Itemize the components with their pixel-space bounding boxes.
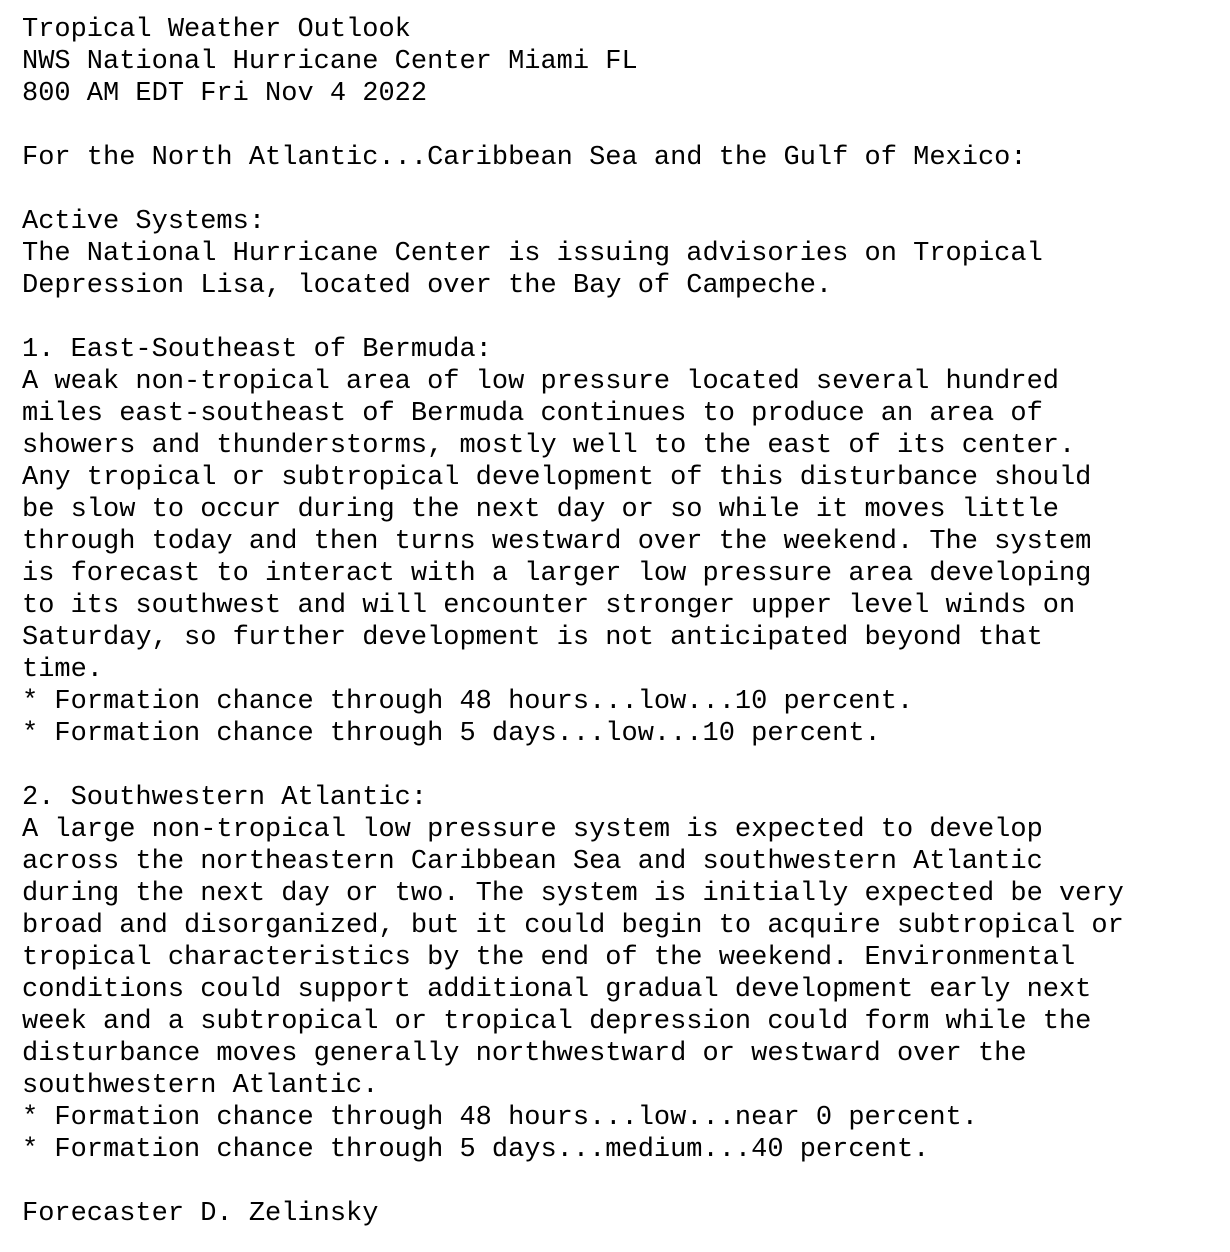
outlook-title: Tropical Weather Outlook <box>22 15 411 45</box>
blank-line <box>22 1166 1124 1198</box>
system-1-line: to its southwest and will encounter stronger upper level winds on <box>22 591 1076 621</box>
system-2-line: during the next day or two. The system is initially expected be very <box>22 879 1124 909</box>
system-1-line: Saturday, so further development is not anticipated beyond that <box>22 623 1043 653</box>
system-1-chance-48h: * Formation chance through 48 hours...low...10 percent. <box>22 687 914 717</box>
forecaster-signature: Forecaster D. Zelinsky <box>22 1199 379 1229</box>
system-2-line: disturbance moves generally northwestward or westward over the <box>22 1039 1027 1069</box>
outlook-text <box>22 14 1124 1230</box>
system-2-line: conditions could support additional gradual development early next <box>22 975 1092 1005</box>
system-1-heading: 1. East-Southeast of Bermuda: <box>22 335 492 365</box>
blank-line <box>22 110 1124 142</box>
system-1-line: showers and thunderstorms, mostly well to the east of its center. <box>22 431 1076 461</box>
system-2-heading: 2. Southwestern Atlantic: <box>22 783 428 813</box>
system-2-line: tropical characteristics by the end of the weekend. Environmental <box>22 943 1076 973</box>
system-2-line: broad and disorganized, but it could begin to acquire subtropical or <box>22 911 1124 941</box>
system-2-chance-48h: * Formation chance through 48 hours...low...near 0 percent. <box>22 1103 978 1133</box>
issue-time: 800 AM EDT Fri Nov 4 2022 <box>22 79 428 109</box>
system-1-line: time. <box>22 655 104 685</box>
system-1-line: through today and then turns westward over the weekend. The system <box>22 527 1092 557</box>
system-2-line: southwestern Atlantic. <box>22 1071 379 1101</box>
system-1-line: Any tropical or subtropical development of this disturbance should <box>22 463 1092 493</box>
system-1-line: is forecast to interact with a larger low pressure area developing <box>22 559 1092 589</box>
active-systems-line: The National Hurricane Center is issuing advisories on Tropical <box>22 239 1043 269</box>
system-1-line: miles east-southeast of Bermuda continues to produce an area of <box>22 399 1043 429</box>
system-1-chance-5d: * Formation chance through 5 days...low...10 percent. <box>22 719 881 749</box>
blank-line <box>22 302 1124 334</box>
system-2-chance-5d: * Formation chance through 5 days...medium...40 percent. <box>22 1135 930 1165</box>
blank-line <box>22 750 1124 782</box>
system-2-line: across the northeastern Caribbean Sea and southwestern Atlantic <box>22 847 1043 877</box>
system-2-line: A large non-tropical low pressure system is expected to develop <box>22 815 1043 845</box>
active-systems-line: Depression Lisa, located over the Bay of Campeche. <box>22 271 833 301</box>
blank-line <box>22 174 1124 206</box>
system-2-line: week and a subtropical or tropical depression could form while the <box>22 1007 1092 1037</box>
system-1-line: A weak non-tropical area of low pressure located several hundred <box>22 367 1059 397</box>
region-line: For the North Atlantic...Caribbean Sea and the Gulf of Mexico: <box>22 143 1027 173</box>
active-systems-heading: Active Systems: <box>22 207 266 237</box>
issuing-office: NWS National Hurricane Center Miami FL <box>22 47 638 77</box>
system-1-line: be slow to occur during the next day or so while it moves little <box>22 495 1059 525</box>
